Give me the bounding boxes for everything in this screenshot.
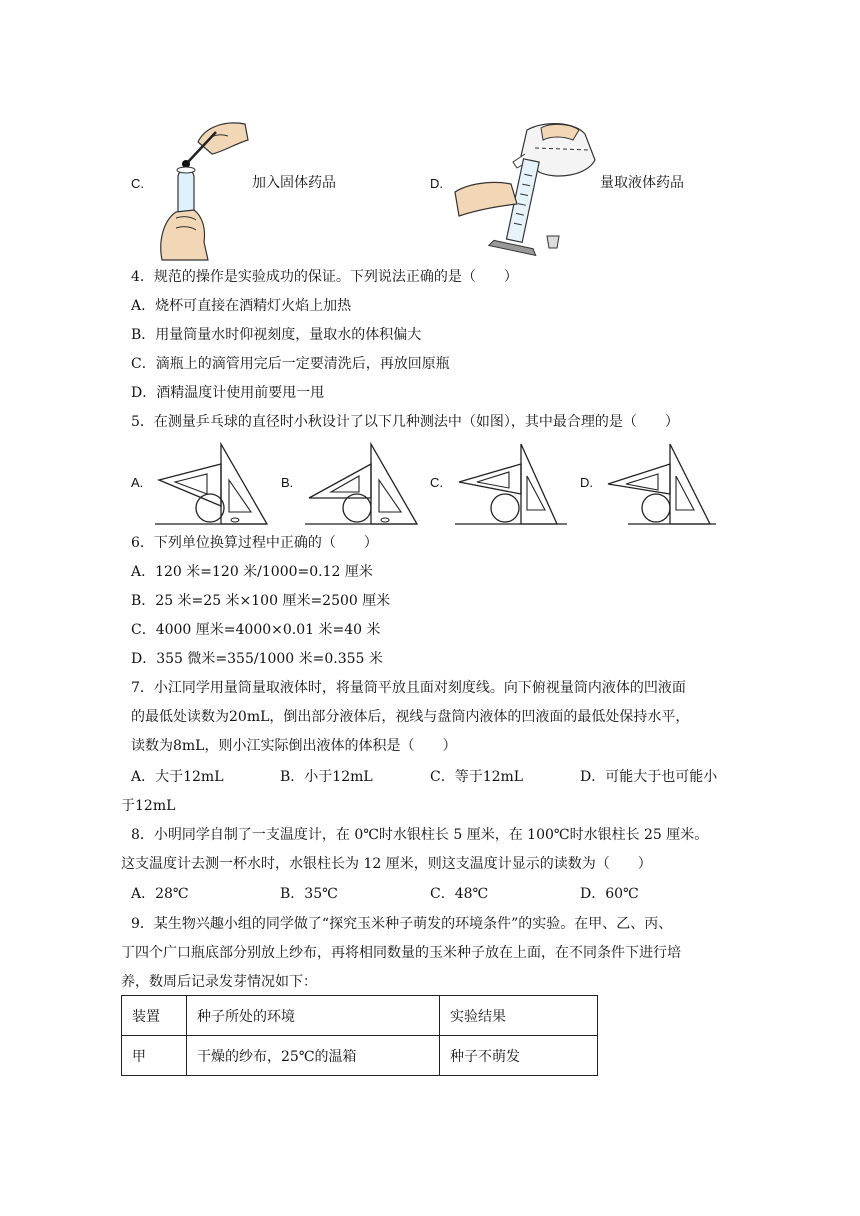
q8-option-b: B．35℃ xyxy=(280,886,338,902)
q4-option-a: A．烧杯可直接在酒精灯火焰上加热 xyxy=(131,298,352,314)
table-row xyxy=(122,1036,598,1076)
q5-figure-d xyxy=(604,440,722,528)
q4-option-b: B．用量筒量水时仰视刻度，量取水的体积偏大 xyxy=(131,327,422,343)
solid-adding-illustration xyxy=(150,112,250,260)
q5-figure-c xyxy=(455,440,573,528)
q5-label-a: A. xyxy=(131,475,144,490)
q8-option-d: D．60℃ xyxy=(580,886,639,902)
q5-stem: 5．在测量乒乓球的直径时小秋设计了以下几种测法中（如图），其中最合理的是（ ） xyxy=(131,414,679,430)
q4-stem: 4．规范的操作是实验成功的保证。下列说法正确的是（ ） xyxy=(131,269,518,285)
q7-line-2: 的最低处读数为20mL，倒出部分液体后，视线与盘筒内液体的凹液面的最低处保持水平， xyxy=(131,709,690,725)
q5-label-d: D. xyxy=(580,475,593,490)
option-c-caption: 加入固体药品 xyxy=(252,175,336,191)
table-header-row xyxy=(122,996,598,1036)
q7-option-d-continued: 于12mL xyxy=(121,798,176,814)
table-header-cell: 实验结果 xyxy=(440,996,598,1036)
table-cell: 干燥的纱布，25℃的温箱 xyxy=(187,1036,440,1076)
q4-option-c: C．滴瓶上的滴管用完后一定要清洗后，再放回原瓶 xyxy=(131,356,450,372)
liquid-measuring-illustration xyxy=(455,120,605,255)
q7-option-a: A．大于12mL xyxy=(131,769,224,785)
q4-option-d: D．酒精温度计使用前要甩一甩 xyxy=(131,385,325,401)
q7-option-b: B．小于12mL xyxy=(280,769,373,785)
q7-line-3: 读数为8mL，则小江实际倒出液体的体积是（ ） xyxy=(131,738,457,754)
q7-line-1: 7．小江同学用量筒量取液体时，将量筒平放且面对刻度线。向下俯视量筒内液体的凹液面 xyxy=(131,680,686,696)
experiment-table xyxy=(121,995,598,1076)
q8-line-1: 8．小明同学自制了一支温度计，在 0℃时水银柱长 5 厘米，在 100℃时水银柱长 25 厘米。 xyxy=(131,827,709,843)
q5-figure-a xyxy=(155,440,273,528)
q9-line-2: 丁四个广口瓶底部分别放上纱布，再将相同数量的玉米种子放在上面，在不同条件下进行培 xyxy=(121,945,681,961)
option-c-letter: C. xyxy=(131,176,144,191)
q6-stem: 6．下列单位换算过程中正确的（ ） xyxy=(131,535,378,551)
q6-option-c: C．4000 厘米=4000×0.01 米=40 米 xyxy=(131,622,381,638)
table-cell: 种子不萌发 xyxy=(440,1036,598,1076)
q6-option-d: D．355 微米=355/1000 米=0.355 米 xyxy=(131,651,383,667)
table-cell: 甲 xyxy=(122,1036,187,1076)
q8-option-a: A．28℃ xyxy=(131,886,189,902)
q9-line-3: 养，数周后记录发芽情况如下： xyxy=(121,974,317,990)
q5-label-c: C. xyxy=(430,475,443,490)
q7-option-d: D．可能大于也可能小 xyxy=(580,769,718,785)
option-d-letter: D. xyxy=(430,176,443,191)
q5-figure-b xyxy=(305,440,423,528)
q5-label-b: B. xyxy=(281,475,294,490)
table-header-cell: 种子所处的环境 xyxy=(187,996,440,1036)
q8-line-2: 这支温度计去测一杯水时，水银柱长为 12 厘米，则这支温度计显示的读数为（ ） xyxy=(121,856,652,872)
q7-option-c: C．等于12mL xyxy=(430,769,524,785)
table-header-cell: 装置 xyxy=(122,996,187,1036)
q9-line-1: 9．某生物兴趣小组的同学做了“探究玉米种子萌发的环境条件”的实验。在甲、乙、丙、 xyxy=(131,916,673,932)
q6-option-a: A．120 米=120 米/1000=0.12 厘米 xyxy=(131,564,373,580)
q8-option-c: C．48℃ xyxy=(430,886,489,902)
q6-option-b: B．25 米=25 米×100 厘米=2500 厘米 xyxy=(131,593,391,609)
option-d-caption: 量取液体药品 xyxy=(600,175,684,191)
